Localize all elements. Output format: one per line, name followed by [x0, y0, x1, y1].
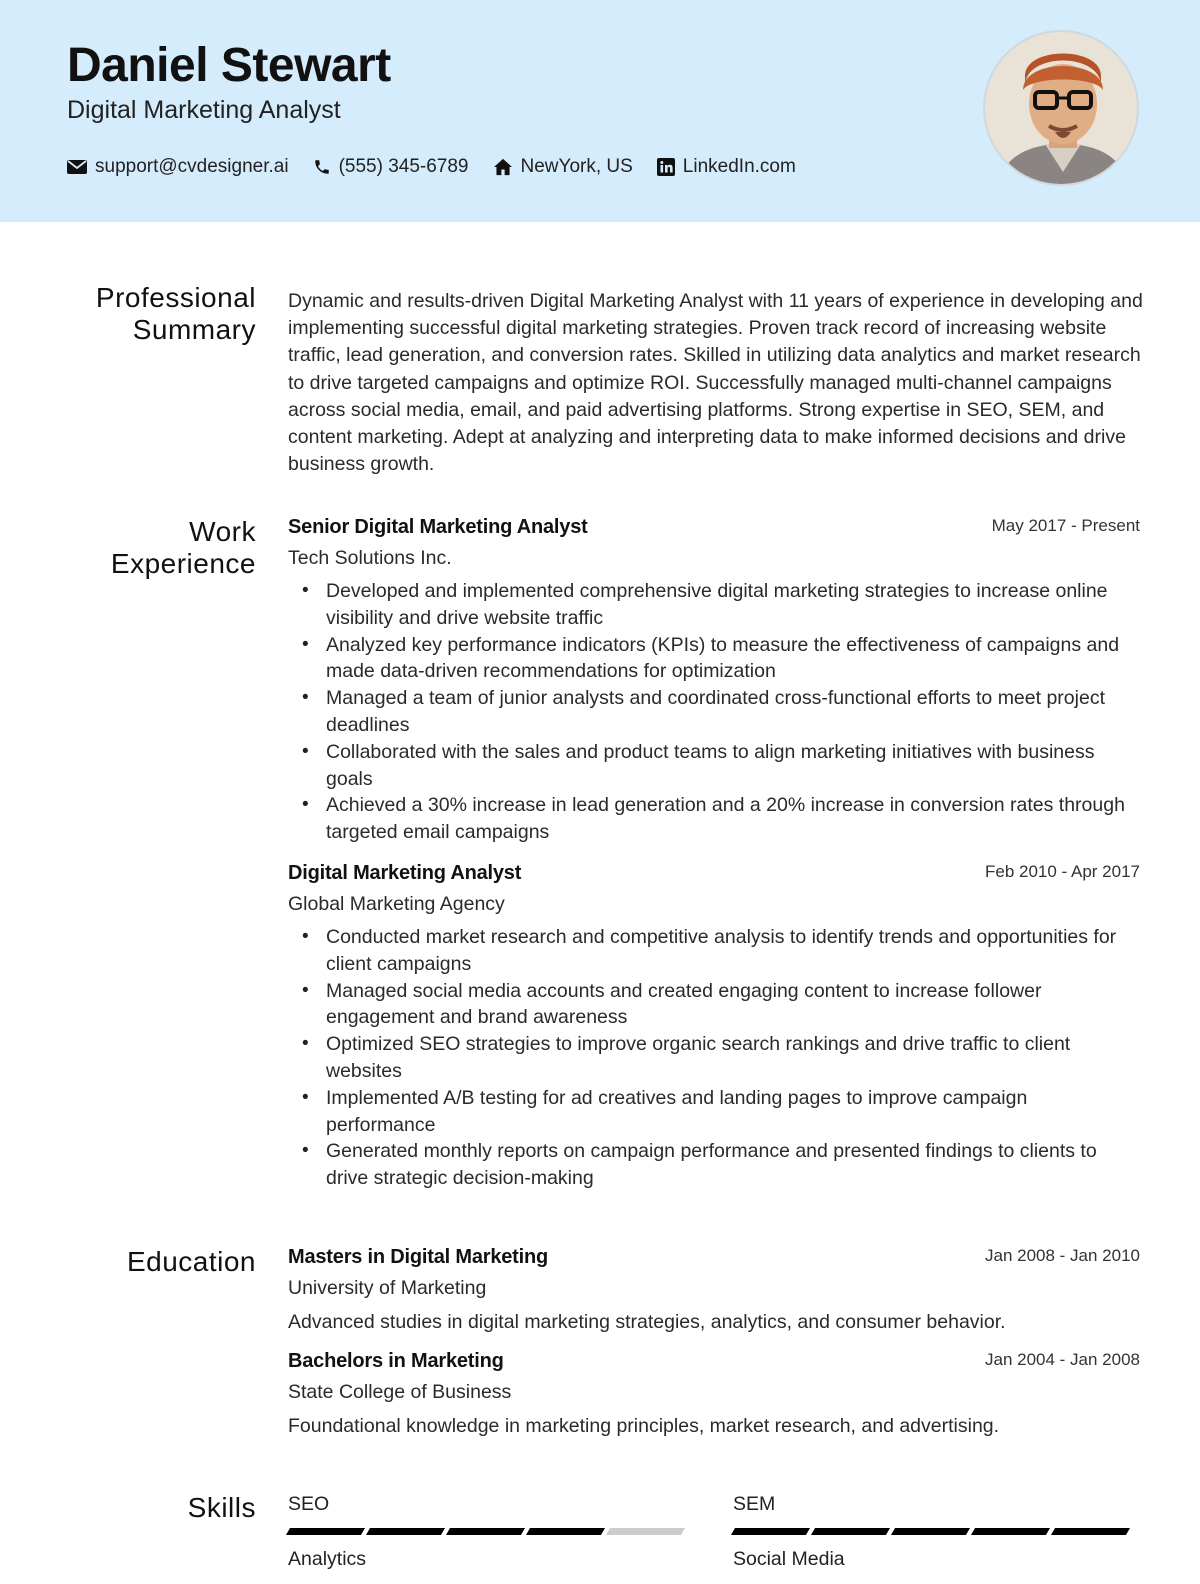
section-label-education-text: Education — [126, 1246, 256, 1277]
section-label-work-line2: Experience — [110, 548, 256, 579]
skill-level-segment — [811, 1528, 890, 1535]
job-dates: May 2017 - Present — [991, 516, 1140, 535]
job-bullets — [288, 924, 1140, 1192]
job-bullet: • Generated monthly reports on campaign performance and presented findings to clients to drive strategic decision-making — [288, 1138, 1140, 1192]
home-icon — [493, 158, 513, 176]
candidate-name: Daniel Stewart — [67, 39, 391, 92]
job-bullet: • Achieved a 30% increase in lead generation and a 20% increase in conversion rates through targeted email campaigns — [288, 792, 1140, 846]
job-bullet: • Managed social media accounts and created engaging content to increase follower engagement and brand awareness — [288, 978, 1140, 1032]
skill-item — [733, 1545, 1133, 1573]
skill-level-segment — [971, 1528, 1050, 1535]
skill-level-segment — [1051, 1528, 1130, 1535]
skill-level-segment — [891, 1528, 970, 1535]
section-label-summary-line2: Summary — [132, 314, 256, 345]
skill-level-segment — [731, 1528, 810, 1535]
skill-name: Social Media — [733, 1548, 845, 1570]
education-entry — [288, 1246, 1140, 1336]
contact-email[interactable] — [67, 156, 289, 178]
skill-item — [733, 1490, 1133, 1535]
profile-photo — [983, 30, 1139, 186]
skill-item — [288, 1545, 688, 1573]
contact-phone[interactable] — [313, 156, 469, 178]
contact-location — [493, 156, 633, 178]
skill-level-segment — [286, 1528, 365, 1535]
job-bullet: • Optimized SEO strategies to improve organic search rankings and drive traffic to client websites — [288, 1031, 1140, 1085]
job-bullet: • Analyzed key performance indicators (KPIs) to measure the effectiveness of campaigns and made data-driven recommendations for optimization — [288, 632, 1140, 686]
degree-title: Bachelors in Marketing — [288, 1350, 504, 1372]
education-dates: Jan 2004 - Jan 2008 — [984, 1350, 1140, 1369]
job-bullet: • Implemented A/B testing for ad creatives and landing pages to improve campaign performance — [288, 1085, 1140, 1139]
resume-header — [0, 0, 1200, 222]
job-entry — [288, 862, 1140, 1192]
section-label-work-line1: Work — [189, 516, 256, 547]
section-label-skills — [60, 1492, 256, 1524]
education-entry — [288, 1350, 1140, 1440]
summary-text: Dynamic and results-driven Digital Marketing Analyst with 11 years of experience in developing and implementing successful digital marketing strategies. Proven track record of increasing website traffic, lead generation, and conversion rates. Skilled in utilizing data analytics and market research to drive targeted campaigns and optimize ROI. Successfully managed multi-channel campaigns across social media, email, and paid advertising platforms. Strong expertise in SEO, SEM, and content marketing. Adept at analyzing and interpreting data to make informed decisions and drive business growth. — [288, 290, 1143, 476]
skill-name: SEM — [733, 1493, 776, 1515]
job-bullet: • Managed a team of junior analysts and coordinated cross-functional efforts to meet project deadlines — [288, 685, 1140, 739]
section-label-skills-text: Skills — [187, 1492, 256, 1523]
skill-level-segment — [446, 1528, 525, 1535]
skill-level-segment — [366, 1528, 445, 1535]
job-company: Tech Solutions Inc. — [288, 547, 452, 569]
section-label-summary-line1: Professional — [95, 282, 256, 313]
education-description: Foundational knowledge in marketing principles, market research, and advertising. — [288, 1415, 1000, 1437]
job-bullet: • Conducted market research and competitive analysis to identify trends and opportunities for client campaigns — [288, 924, 1140, 978]
skill-item — [288, 1490, 688, 1535]
job-title: Digital Marketing Analyst — [288, 862, 522, 884]
job-bullet: • Collaborated with the sales and product teams to align marketing initiatives with business goals — [288, 739, 1140, 793]
skill-level-bar — [733, 1528, 1133, 1535]
job-title: Senior Digital Marketing Analyst — [288, 516, 588, 538]
linkedin-text: LinkedIn.com — [682, 156, 796, 177]
phone-icon — [313, 158, 331, 176]
envelope-icon — [67, 159, 87, 175]
candidate-title: Digital Marketing Analyst — [67, 96, 341, 124]
skill-level-bar — [288, 1528, 688, 1535]
school-name: State College of Business — [288, 1381, 512, 1403]
education-dates: Jan 2008 - Jan 2010 — [984, 1246, 1140, 1265]
job-bullets — [288, 578, 1140, 846]
location-text: NewYork, US — [520, 156, 633, 177]
section-label-education — [60, 1246, 256, 1278]
skill-name: SEO — [288, 1493, 330, 1515]
job-entry — [288, 516, 1140, 846]
school-name: University of Marketing — [288, 1277, 487, 1299]
job-dates: Feb 2010 - Apr 2017 — [984, 862, 1140, 881]
section-label-summary — [60, 282, 256, 346]
degree-title: Masters in Digital Marketing — [288, 1246, 549, 1268]
contact-bar — [67, 156, 820, 178]
job-company: Global Marketing Agency — [288, 893, 505, 915]
section-label-work — [60, 516, 256, 580]
phone-text: (555) 345-6789 — [338, 156, 469, 177]
education-description: Advanced studies in digital marketing strategies, analytics, and consumer behavior. — [288, 1311, 1006, 1333]
email-text: support@cvdesigner.ai — [95, 156, 289, 177]
skill-name: Analytics — [288, 1548, 367, 1570]
job-bullet: • Developed and implemented comprehensive digital marketing strategies to increase online visibility and drive website traffic — [288, 578, 1140, 632]
skill-level-segment — [526, 1528, 605, 1535]
skill-level-segment — [606, 1528, 685, 1535]
contact-linkedin[interactable] — [657, 156, 796, 178]
linkedin-icon — [657, 158, 675, 176]
